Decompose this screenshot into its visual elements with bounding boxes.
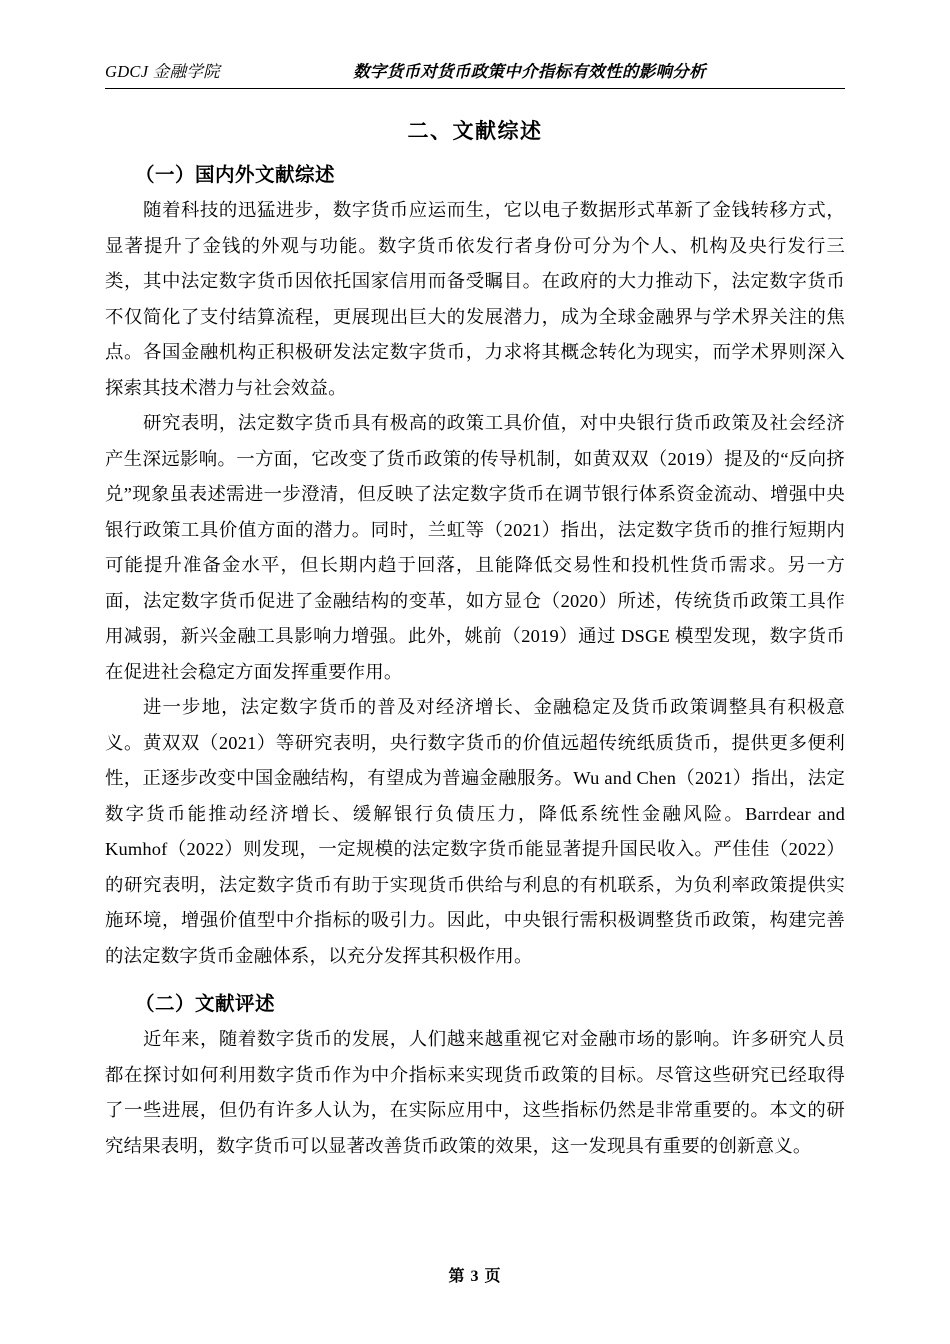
subsection-heading-2: （二）文献评述 [135,994,276,1015]
paragraph: 研究表明，法定数字货币具有极高的政策工具价值，对中央银行货币政策及社会经济产生深远影响。一方面，它改变了货币政策的传导机制，如黄双双（2019）提及的“反向挤兑”现象虽表述需进一步澄清，但反映了法定数字货币在调节银行体系资金流动、增强中央银行政策工具价值方面的潜力。同时，兰虹等（2021）指出，法定数字货币的推行短期内可能提升准备金水平，但长期内趋于回落，且能降低交易性和投机性货币需求。另一方面，法定数字货币促进了金融结构的变革，如方显仓（2020）所述，传统货币政策工具作用减弱，新兴金融工具影响力增强。此外，姚前（2019）通过 DSGE 模型发现，数字货币在促进社会稳定方面发挥重要作用。 [105,413,845,682]
subsection-heading-1: （一）国内外文献综述 [135,165,336,186]
page-header [105,58,845,88]
header-divider [105,88,845,89]
header-center-title: 数字货币对货币政策中介指标有效性的影响分析 [353,62,706,81]
page-number: 第 3 页 [448,1268,502,1285]
paragraph: 随着科技的迅猛进步，数字货币应运而生，它以电子数据形式革新了金钱转移方式，显著提升了金钱的外观与功能。数字货币依发行者身份可分为个人、机构及央行发行三类，其中法定数字货币因依托国家信用而备受瞩目。在政府的大力推动下，法定数字货币不仅简化了支付结算流程，更展现出巨大的发展潜力，成为全球金融界与学术界关注的焦点。各国金融机构正积极研发法定数字货币，力求将其概念转化为现实，而学术界则深入探索其技术潜力与社会效益。 [105,200,845,398]
header-left-text: GDCJ 金融学院 [105,62,220,81]
paragraph: 近年来，随着数字货币的发展，人们越来越重视它对金融市场的影响。许多研究人员都在探讨如何利用数字货币作为中介指标来实现货币政策的目标。尽管这些研究已经取得了一些进展，但仍有许多人认为，在实际应用中，这些指标仍然是非常重要的。本文的研究结果表明，数字货币可以显著改善货币政策的效果，这一发现具有重要的创新意义。 [105,1029,845,1156]
page-footer [0,1263,950,1286]
paragraph: 进一步地，法定数字货币的普及对经济增长、金融稳定及货币政策调整具有积极意义。黄双双（2021）等研究表明，央行数字货币的价值远超传统纸质货币，提供更多便利性，正逐步改变中国金融结构，有望成为普遍金融服务。Wu and Chen（2021）指出，法定数字货币能推动经济增长、缓解银行负债压力，降低系统性金融风险。Barrdear and Kumhof（2022）则发现，一定规模的法定数字货币能显著提升国民收入。严佳佳（2022）的研究表明，法定数字货币有助于实现货币供给与利息的有机联系，为负利率政策提供实施环境，增强价值型中介指标的吸引力。因此，中央银行需积极调整货币政策，构建完善的法定数字货币金融体系，以充分发挥其积极作用。 [105,697,845,966]
page-content [105,58,845,1164]
section-title: 二、文献综述 [407,119,543,143]
